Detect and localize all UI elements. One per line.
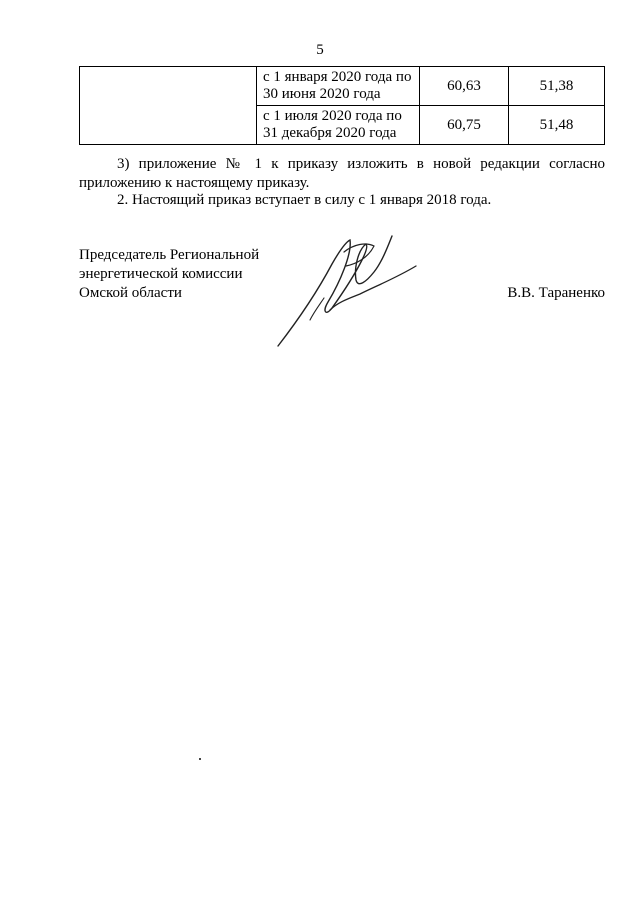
paragraph-item-3: 3) приложение № 1 к приказу изложить в новой редакции согласно приложению к настоящему приказу. <box>79 156 605 191</box>
table-cell-empty <box>80 67 257 145</box>
signer-title <box>79 246 259 303</box>
signer-title-line: Председатель Региональной <box>79 247 260 263</box>
signer-name: В.В. Тараненко <box>507 285 605 301</box>
table-cell-period: с 1 июля 2020 года по 31 декабря 2020 года <box>257 106 420 145</box>
table-cell-value: 51,48 <box>509 106 605 145</box>
table-cell-value: 60,63 <box>420 67 509 106</box>
tariff-table <box>79 66 605 145</box>
handwritten-signature <box>270 224 430 354</box>
stray-dot <box>199 758 201 760</box>
signer-title-line: Омской области <box>79 285 182 301</box>
table-cell-value: 51,38 <box>509 67 605 106</box>
table-row <box>80 67 605 106</box>
table-cell-period: с 1 января 2020 года по 30 июня 2020 года <box>257 67 420 106</box>
signer-title-line: энергетической комиссии <box>79 266 243 282</box>
page-number: 5 <box>316 42 324 58</box>
paragraph-item-2: 2. Настоящий приказ вступает в силу с 1 января 2018 года. <box>117 192 492 208</box>
table-cell-value: 60,75 <box>420 106 509 145</box>
